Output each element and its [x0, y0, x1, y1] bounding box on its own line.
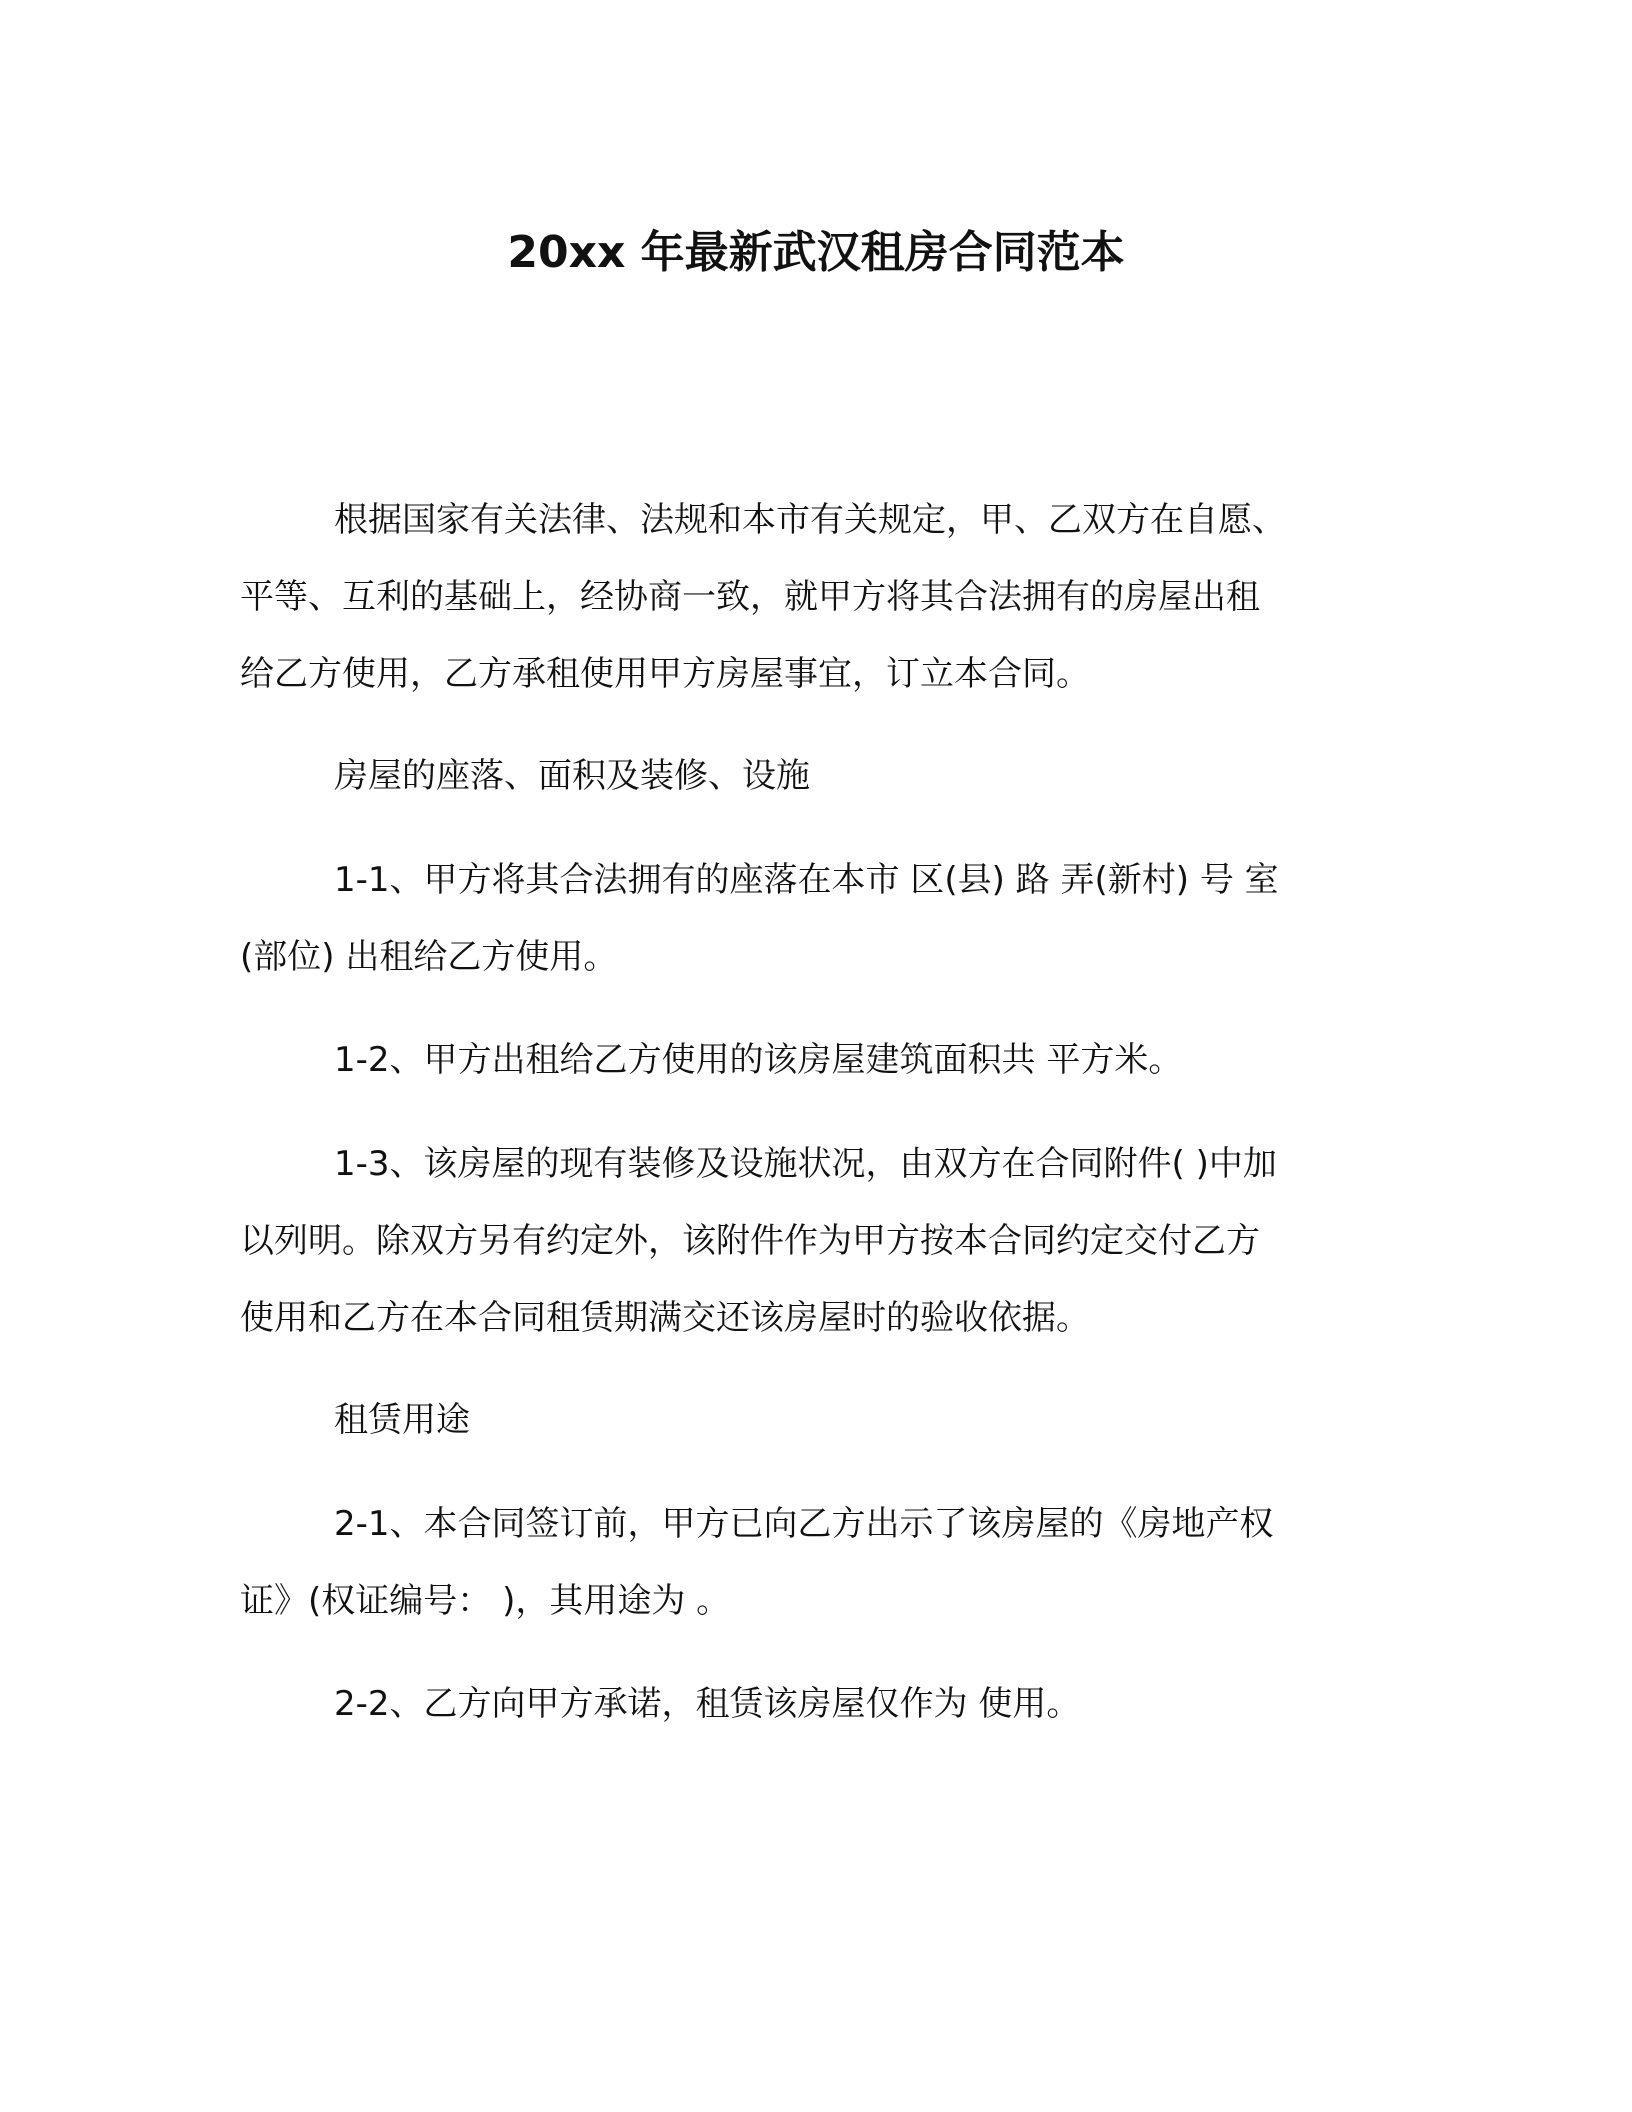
section-heading-premises	[240, 738, 1400, 815]
paragraph-line: 平等、互利的基础上，经协商一致，就甲方将其合法拥有的房屋出租	[240, 577, 1260, 617]
section-heading-usage	[240, 1382, 1400, 1459]
paragraph-line: 1-1、甲方将其合法拥有的座落在本市 区(县) 路 弄(新村) 号 室	[334, 860, 1279, 900]
paragraph-line: 给乙方使用，乙方承租使用甲方房屋事宜，订立本合同。	[240, 654, 1090, 694]
paragraph-line: (部位) 出租给乙方使用。	[240, 937, 618, 977]
paragraph-line: 1-2、甲方出租给乙方使用的该房屋建筑面积共 平方米。	[334, 1040, 1183, 1080]
section-heading: 房屋的座落、面积及装修、设施	[334, 756, 810, 796]
clause-2-1	[240, 1486, 1400, 1640]
clause-1-2	[240, 1022, 1400, 1099]
paragraph-line: 根据国家有关法律、法规和本市有关规定，甲、乙双方在自愿、	[334, 500, 1286, 540]
clause-1-1	[240, 842, 1400, 996]
clause-1-3	[240, 1126, 1400, 1357]
section-heading: 租赁用途	[334, 1400, 470, 1440]
paragraph-line: 使用和乙方在本合同租赁期满交还该房屋时的验收依据。	[240, 1298, 1090, 1338]
paragraph-line: 证》(权证编号： )，其用途为 。	[240, 1581, 731, 1621]
paragraph-line: 2-1、本合同签订前，甲方已向乙方出示了该房屋的《房地产权	[334, 1504, 1274, 1544]
clause-2-2	[240, 1666, 1400, 1743]
paragraph-line: 1-3、该房屋的现有装修及设施状况，由双方在合同附件( )中加	[334, 1144, 1277, 1184]
document-title: 20xx 年最新武汉租房合同范本	[507, 227, 1125, 278]
paragraph-line: 以列明。除双方另有约定外，该附件作为甲方按本合同约定交付乙方	[240, 1221, 1260, 1261]
paragraph-line: 2-2、乙方向甲方承诺，租赁该房屋仅作为 使用。	[334, 1684, 1081, 1724]
paragraph-intro	[240, 482, 1400, 713]
